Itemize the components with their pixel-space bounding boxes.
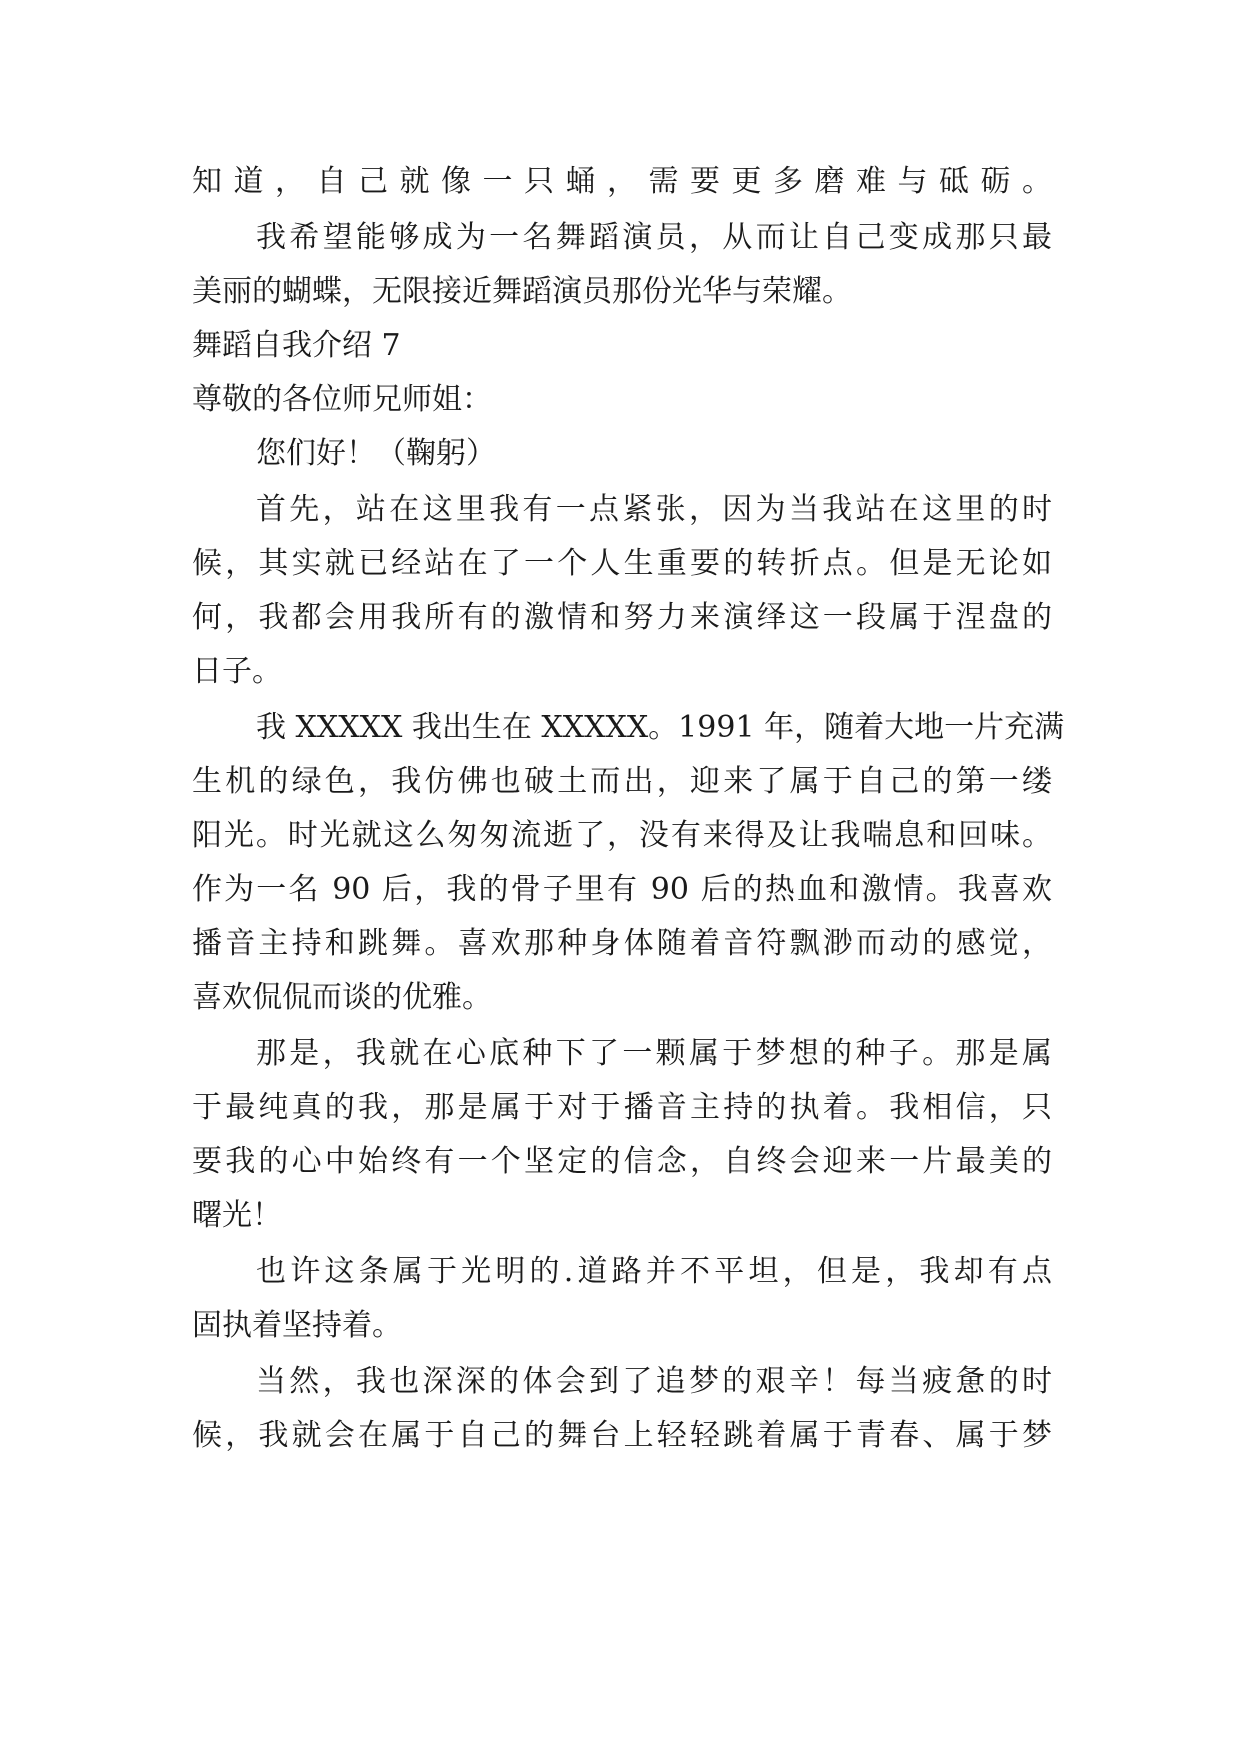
- paragraph-first-line: 那是，我就在心底种下了一颗属于梦想的种子。那是属: [256, 1036, 1052, 1071]
- text-line: 作为一名 90 后，我的骨子里有 90 后的热血和激情。我喜欢: [192, 872, 1052, 907]
- text-line: 日子。: [192, 654, 282, 689]
- text-line: 何，我都会用我所有的激情和努力来演绎这一段属于涅盘的: [192, 600, 1052, 635]
- salutation: 尊敬的各位师兄师姐：: [192, 382, 492, 417]
- paragraph-first-line: 首先，站在这里我有一点紧张，因为当我站在这里的时: [256, 492, 1052, 527]
- text-line: 要我的心中始终有一个坚定的信念，自终会迎来一片最美的: [192, 1144, 1052, 1179]
- text-line: 美丽的蝴蝶，无限接近舞蹈演员那份光华与荣耀。: [192, 274, 852, 309]
- paragraph-first-line: 我希望能够成为一名舞蹈演员，从而让自己变成那只最: [256, 220, 1052, 255]
- text-line: 知道，自己就像一只蛹，需要更多磨难与砥砺。: [192, 164, 1052, 199]
- text-line: 喜欢侃侃而谈的优雅。: [192, 980, 492, 1015]
- paragraph-first-line: 也许这条属于光明的.道路并不平坦，但是，我却有点: [256, 1254, 1052, 1289]
- section-heading: 舞蹈自我介绍 7: [192, 328, 401, 363]
- text-line: 播音主持和跳舞。喜欢那种身体随着音符飘渺而动的感觉，: [192, 926, 1052, 961]
- text-line: 固执着坚持着。: [192, 1308, 402, 1343]
- text-line: 生机的绿色，我仿佛也破土而出，迎来了属于自己的第一缕: [192, 764, 1052, 799]
- paragraph-first-line: 当然，我也深深的体会到了追梦的艰辛！每当疲惫的时: [256, 1364, 1052, 1399]
- text-line: 候，我就会在属于自己的舞台上轻轻跳着属于青春、属于梦: [192, 1418, 1052, 1453]
- text-line: 于最纯真的我，那是属于对于播音主持的执着。我相信，只: [192, 1090, 1052, 1125]
- text-line: 候，其实就已经站在了一个人生重要的转折点。但是无论如: [192, 546, 1052, 581]
- greeting: 您们好！（鞠躬）: [256, 436, 496, 471]
- text-line: 阳光。时光就这么匆匆流逝了，没有来得及让我喘息和回味。: [192, 818, 1052, 853]
- paragraph-first-line: 我 XXXXX 我出生在 XXXXX。1991 年，随着大地一片充满: [256, 710, 1065, 745]
- text-line: 曙光！: [192, 1198, 282, 1233]
